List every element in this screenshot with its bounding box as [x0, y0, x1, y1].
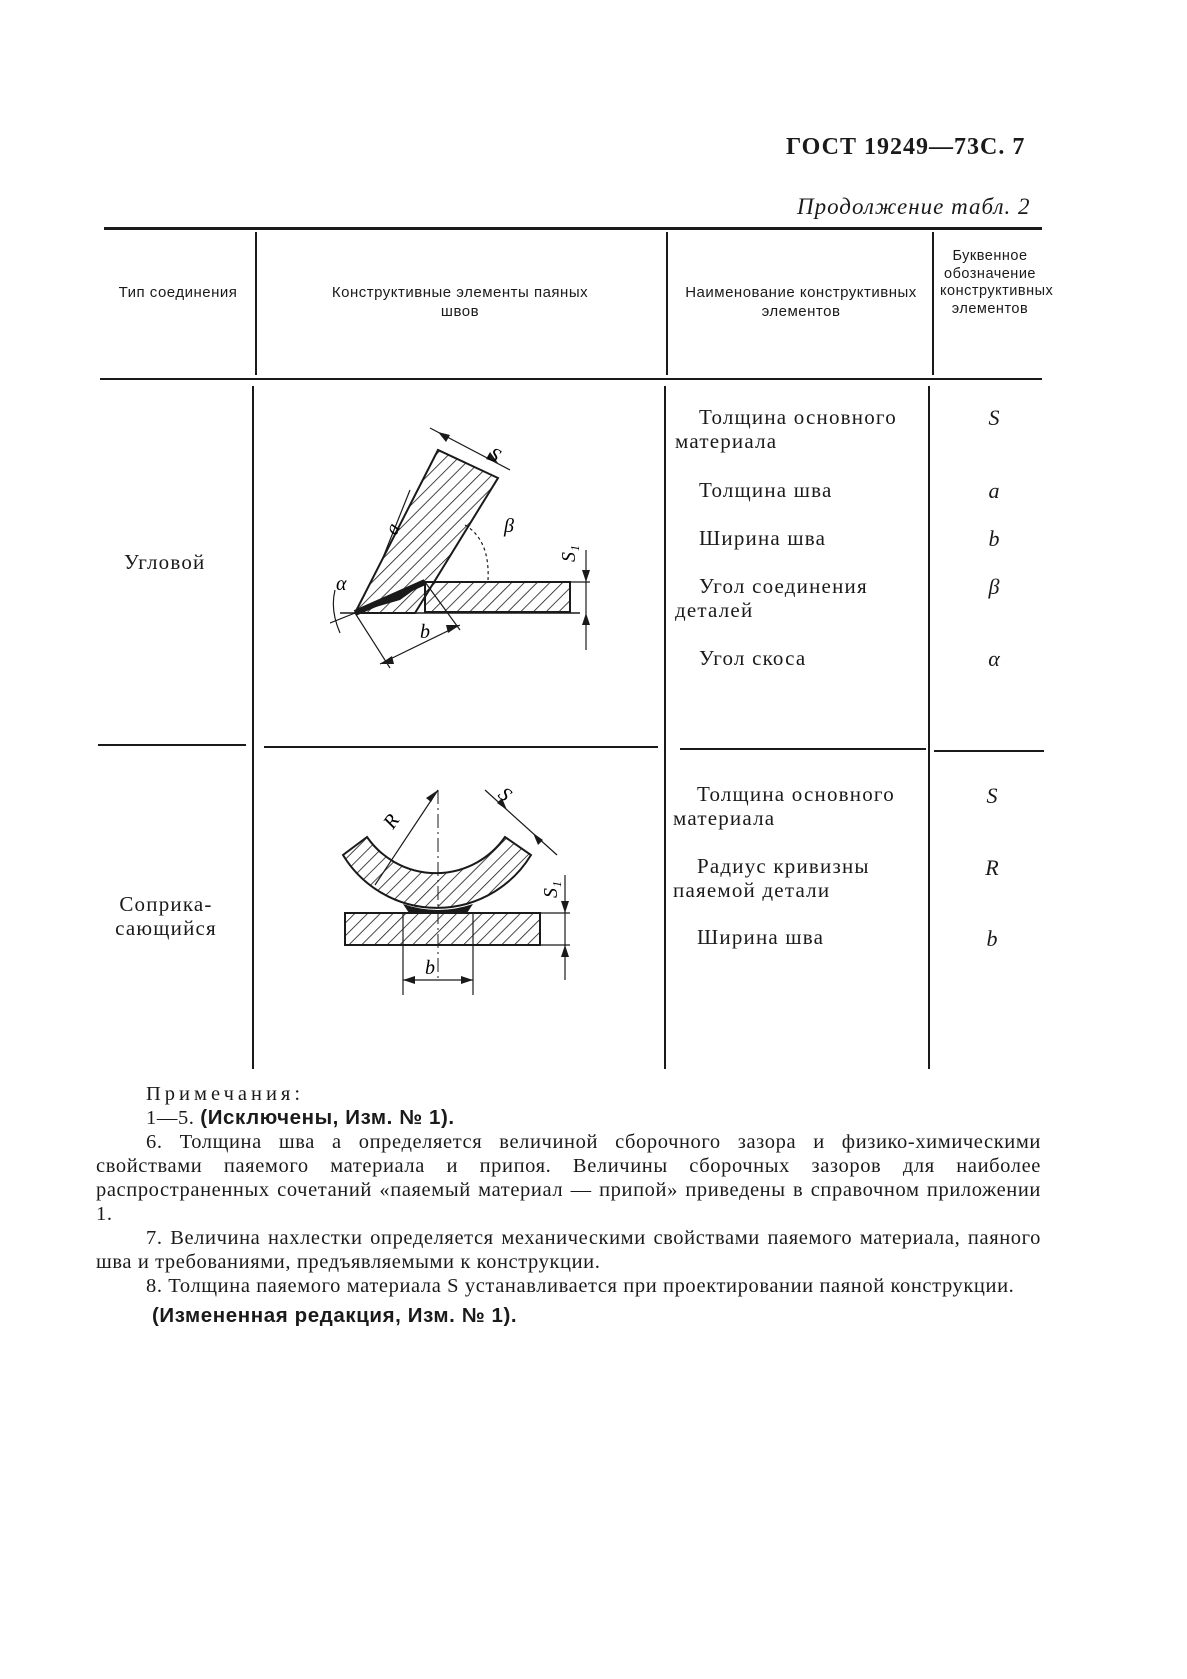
col-header-type: Тип соединения — [118, 284, 238, 301]
col-divider — [252, 386, 254, 1069]
label-r: R — [379, 810, 405, 833]
element-symbol: α — [988, 646, 1000, 671]
note-8: 8. Толщина паяемого материала S устанавливается при проектировании паяной конструкции. — [146, 1275, 1015, 1297]
col-divider — [666, 232, 668, 375]
element-symbol: a — [988, 478, 1000, 503]
col-header-names: Наименование конструктивных элементов — [685, 284, 917, 320]
label-b: b — [420, 621, 430, 643]
table-top-rule — [104, 227, 1042, 230]
element-name: Угол соединения деталей — [675, 574, 868, 622]
label-b: b — [425, 957, 435, 979]
label-s: S — [493, 782, 516, 807]
element-symbol: S — [986, 783, 998, 808]
element-name: Ширина шва — [699, 526, 827, 550]
corner-joint-drawing — [330, 420, 620, 680]
note-1-5-status: (Исключены, Изм. № 1). — [200, 1106, 455, 1129]
element-symbol: b — [986, 926, 998, 951]
element-name: Радиус кривизны паяемой детали — [673, 854, 870, 902]
table-continuation: Продолжение табл. 2 — [797, 194, 1031, 219]
col-divider — [932, 232, 934, 375]
note-6: 6. Толщина шва a определяется величиной сборочного зазора и физико-химическими свойствами паяемого материала и припоя. Величины сборочных зазоров для наиболее распространенных сочетаний «паяемый материал — припой» приведены в справочном приложении 1. — [96, 1131, 1041, 1225]
label-s: S — [484, 443, 505, 468]
col-header-symbols: Буквенное обозначение конструктивных элементов — [940, 248, 1054, 317]
note-1-5-number: 1—5. — [146, 1107, 195, 1129]
col-divider — [255, 232, 257, 375]
col-divider — [928, 386, 930, 1069]
header-bottom-rule — [100, 378, 1042, 380]
notes-block — [96, 1082, 1041, 1328]
row-divider — [680, 748, 926, 750]
col-divider — [664, 386, 666, 1069]
label-beta: β — [504, 515, 514, 537]
element-name: Толщина шва — [699, 478, 833, 502]
row-divider — [264, 746, 658, 748]
page-number: С. 7 — [980, 134, 1026, 160]
element-name: Ширина шва — [697, 925, 825, 949]
label-alpha: α — [336, 573, 347, 595]
row-divider — [98, 744, 246, 746]
element-name: Угол скоса — [699, 646, 807, 670]
base-plate — [345, 913, 540, 945]
element-symbol: b — [988, 526, 1000, 551]
label-s1: S₁ — [540, 881, 562, 898]
element-name: Толщина основного материала — [675, 405, 897, 453]
contact-joint-drawing — [335, 780, 605, 1000]
note-7: 7. Величина нахлестки определяется механическими свойствами паяемого материала, паяного шва и требованиями, предъявляемыми к конструкции. — [96, 1227, 1041, 1273]
notes-title: Примечания: — [146, 1083, 305, 1105]
element-symbol: S — [988, 405, 1000, 430]
col-header-elements: Конструктивные элементы паяных швов — [331, 284, 589, 320]
element-symbol: R — [985, 855, 999, 880]
note-1-5 — [96, 1106, 1041, 1130]
base-plate — [425, 582, 570, 612]
label-a: a — [380, 519, 405, 539]
element-name: Толщина основного материала — [673, 782, 895, 830]
row-divider — [934, 750, 1044, 752]
label-s1: S₁ — [558, 545, 580, 562]
row-type-contact: Соприка-сающийся — [115, 892, 217, 940]
row-type-corner: Угловой — [124, 550, 206, 574]
standard-number: ГОСТ 19249—73 — [786, 134, 980, 160]
curved-plate — [343, 837, 531, 908]
amendment-note: (Измененная редакция, Изм. № 1). — [152, 1304, 518, 1327]
element-symbol: β — [988, 574, 1000, 599]
